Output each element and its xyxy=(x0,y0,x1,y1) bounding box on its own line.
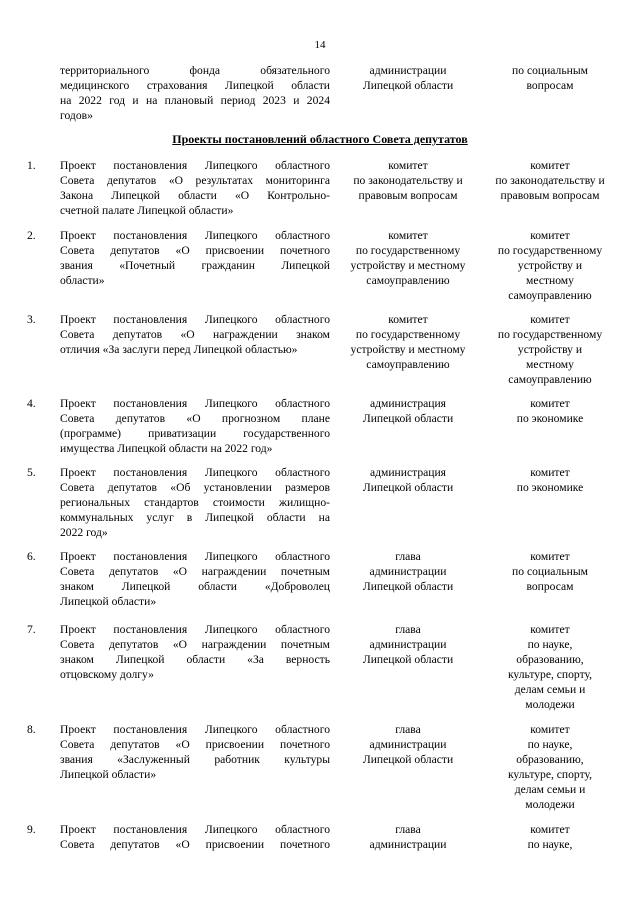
committee-line: культуре, спорту, xyxy=(507,668,593,681)
committee-line: комитет xyxy=(530,623,570,636)
committee-line: комитет xyxy=(530,159,570,172)
responsible-line: администрации xyxy=(369,738,447,751)
item-number: 4. xyxy=(27,397,36,410)
committee-line: по законодательству и xyxy=(495,174,605,187)
item-committee xyxy=(480,822,620,852)
desc-line: Совета депутатов «О награждении знаком xyxy=(60,328,330,341)
responsible-line: комитет xyxy=(388,313,428,326)
committee-line: вопросам xyxy=(526,79,574,92)
responsible-line: администрации xyxy=(369,838,447,851)
desc-line: Совета депутатов «О присвоении почетного xyxy=(60,244,330,257)
item-responsible xyxy=(338,312,478,372)
committee-line: по социальным xyxy=(512,64,588,77)
committee-line: образованию, xyxy=(516,653,584,666)
committee-line: комитет xyxy=(530,397,570,410)
committee-line: по экономике xyxy=(516,481,584,494)
item-description xyxy=(60,622,330,682)
item-committee xyxy=(480,549,620,594)
desc-line: отцовскому долгу» xyxy=(60,668,154,681)
responsible-line: администрации xyxy=(369,565,447,578)
desc-line: Совета депутатов «О присвоении почетного xyxy=(60,838,330,851)
desc-line: звания «Почетный гражданин Липецкой xyxy=(60,259,330,272)
desc-line: отличия «За заслуги перед Липецкой областью» xyxy=(60,343,298,356)
item-number: 5. xyxy=(27,466,36,479)
item-description xyxy=(60,465,330,540)
item-number: 9. xyxy=(27,823,36,836)
committee-line: по науке, xyxy=(527,838,573,851)
responsible-line: Липецкой области xyxy=(362,753,454,766)
committee-line: комитет xyxy=(530,550,570,563)
item-committee xyxy=(480,396,620,426)
desc-line: 2022 год» xyxy=(60,526,108,539)
desc-line: на 2022 год и на плановый период 2023 и 2024 xyxy=(60,94,330,107)
responsible-line: администрация xyxy=(369,466,447,479)
responsible-line: глава xyxy=(395,623,421,636)
committee-line: по науке, xyxy=(527,738,573,751)
committee-line: комитет xyxy=(530,466,570,479)
section-title: Проекты постановлений областного Совета депутатов xyxy=(172,132,468,146)
item-responsible xyxy=(338,722,478,767)
item-number: 8. xyxy=(27,723,36,736)
responsible-line: по законодательству и xyxy=(353,174,463,187)
desc-line: звания «Заслуженный работник культуры xyxy=(60,753,330,766)
item-description xyxy=(60,312,330,357)
desc-line: Совета депутатов «О награждении почетным xyxy=(60,565,330,578)
desc-line: знаком Липецкой области «За верность xyxy=(60,653,330,666)
committee-line: комитет xyxy=(530,313,570,326)
responsible-line: администрации xyxy=(369,64,447,77)
item-responsible xyxy=(338,396,478,426)
item-responsible xyxy=(338,228,478,288)
committee-line: по науке, xyxy=(527,638,573,651)
responsible-line: администрации xyxy=(369,638,447,651)
item-responsible xyxy=(338,158,478,203)
desc-line: территориального фонда обязательного xyxy=(60,64,330,77)
item-number: 1. xyxy=(27,159,36,172)
responsible-line: администрация xyxy=(369,397,447,410)
committee-line: устройству и xyxy=(517,343,583,356)
desc-line: имущества Липецкой области на 2022 год» xyxy=(60,442,273,455)
committee-line: местному xyxy=(526,274,574,287)
committee-line: устройству и xyxy=(517,259,583,272)
committee-line: самоуправлению xyxy=(508,373,592,386)
desc-line: знаком Липецкой области «Доброволец xyxy=(60,580,330,593)
desc-line: региональных стандартов стоимости жилищно- xyxy=(60,496,330,509)
committee-line: молодежи xyxy=(525,698,575,711)
responsible-line: комитет xyxy=(388,229,428,242)
desc-line: Закона Липецкой области «О Контрольно- xyxy=(60,189,330,202)
responsible-line: Липецкой области xyxy=(362,412,454,425)
committee-line: правовым вопросам xyxy=(500,189,600,202)
committee-line: местному xyxy=(526,358,574,371)
desc-line: Совета депутатов «О награждении почетным xyxy=(60,638,330,651)
intro-responsible xyxy=(338,63,478,93)
item-committee xyxy=(480,722,620,812)
item-number: 3. xyxy=(27,313,36,326)
responsible-line: по государственному xyxy=(355,328,461,341)
responsible-line: Липецкой области xyxy=(362,580,454,593)
item-committee xyxy=(480,228,620,303)
desc-line: годов» xyxy=(60,109,93,122)
responsible-line: самоуправлению xyxy=(366,358,450,371)
responsible-line: устройству и местному xyxy=(350,259,466,272)
desc-line: Липецкой области» xyxy=(60,768,157,781)
committee-line: культуре, спорту, xyxy=(507,768,593,781)
responsible-line: Липецкой области xyxy=(362,79,454,92)
desc-line: области» xyxy=(60,274,105,287)
desc-line: счетной палате Липецкой области» xyxy=(60,204,234,217)
committee-line: делам семьи и xyxy=(514,683,586,696)
desc-line: Совета депутатов «О присвоении почетного xyxy=(60,738,330,751)
committee-line: делам семьи и xyxy=(514,783,586,796)
desc-line: Проект постановления Липецкого областного xyxy=(60,623,330,636)
desc-line: Проект постановления Липецкого областного xyxy=(60,823,330,836)
item-responsible xyxy=(338,822,478,852)
committee-line: по социальным xyxy=(512,565,588,578)
desc-line: Липецкой области» xyxy=(60,595,157,608)
committee-line: по государственному xyxy=(497,328,603,341)
desc-line: Совета депутатов «О результатах мониторинга xyxy=(60,174,330,187)
desc-line: Проект постановления Липецкого областного xyxy=(60,159,330,172)
committee-line: молодежи xyxy=(525,798,575,811)
responsible-line: глава xyxy=(395,723,421,736)
item-description xyxy=(60,722,330,782)
responsible-line: устройству и местному xyxy=(350,343,466,356)
desc-line: Совета депутатов «Об установлении размеров xyxy=(60,481,330,494)
desc-line: Проект постановления Липецкого областного xyxy=(60,466,330,479)
item-description xyxy=(60,158,330,218)
desc-line: Проект постановления Липецкого областного xyxy=(60,397,330,410)
committee-line: комитет xyxy=(530,723,570,736)
responsible-line: глава xyxy=(395,550,421,563)
item-committee xyxy=(480,465,620,495)
page-number: 14 xyxy=(314,39,326,51)
responsible-line: по государственному xyxy=(355,244,461,257)
item-committee xyxy=(480,312,620,387)
committee-line: вопросам xyxy=(526,580,574,593)
desc-line: Проект постановления Липецкого областного xyxy=(60,229,330,242)
item-responsible xyxy=(338,622,478,667)
desc-line: Совета депутатов «О прогнозном плане xyxy=(60,412,330,425)
responsible-line: Липецкой области xyxy=(362,653,454,666)
intro-committee xyxy=(480,63,620,93)
item-responsible xyxy=(338,465,478,495)
item-number: 6. xyxy=(27,550,36,563)
committee-line: комитет xyxy=(530,823,570,836)
desc-line: Проект постановления Липецкого областного xyxy=(60,723,330,736)
item-committee xyxy=(480,158,620,203)
item-committee xyxy=(480,622,620,712)
responsible-line: правовым вопросам xyxy=(358,189,458,202)
responsible-line: глава xyxy=(395,823,421,836)
desc-line: Проект постановления Липецкого областного xyxy=(60,550,330,563)
committee-line: комитет xyxy=(530,229,570,242)
responsible-line: комитет xyxy=(388,159,428,172)
committee-line: самоуправлению xyxy=(508,289,592,302)
item-responsible xyxy=(338,549,478,594)
committee-line: по экономике xyxy=(516,412,584,425)
item-number: 7. xyxy=(27,623,36,636)
item-description xyxy=(60,549,330,609)
responsible-line: Липецкой области xyxy=(362,481,454,494)
committee-line: по государственному xyxy=(497,244,603,257)
desc-line: медицинского страхования Липецкой области xyxy=(60,79,330,92)
committee-line: образованию, xyxy=(516,753,584,766)
desc-line: Проект постановления Липецкого областного xyxy=(60,313,330,326)
desc-line: коммунальных услуг в Липецкой области на xyxy=(60,511,330,524)
item-number: 2. xyxy=(27,229,36,242)
intro-description xyxy=(60,63,330,123)
item-description xyxy=(60,822,330,852)
desc-line: (программе) приватизации государственного xyxy=(60,427,330,440)
responsible-line: самоуправлению xyxy=(366,274,450,287)
item-description xyxy=(60,396,330,456)
item-description xyxy=(60,228,330,288)
